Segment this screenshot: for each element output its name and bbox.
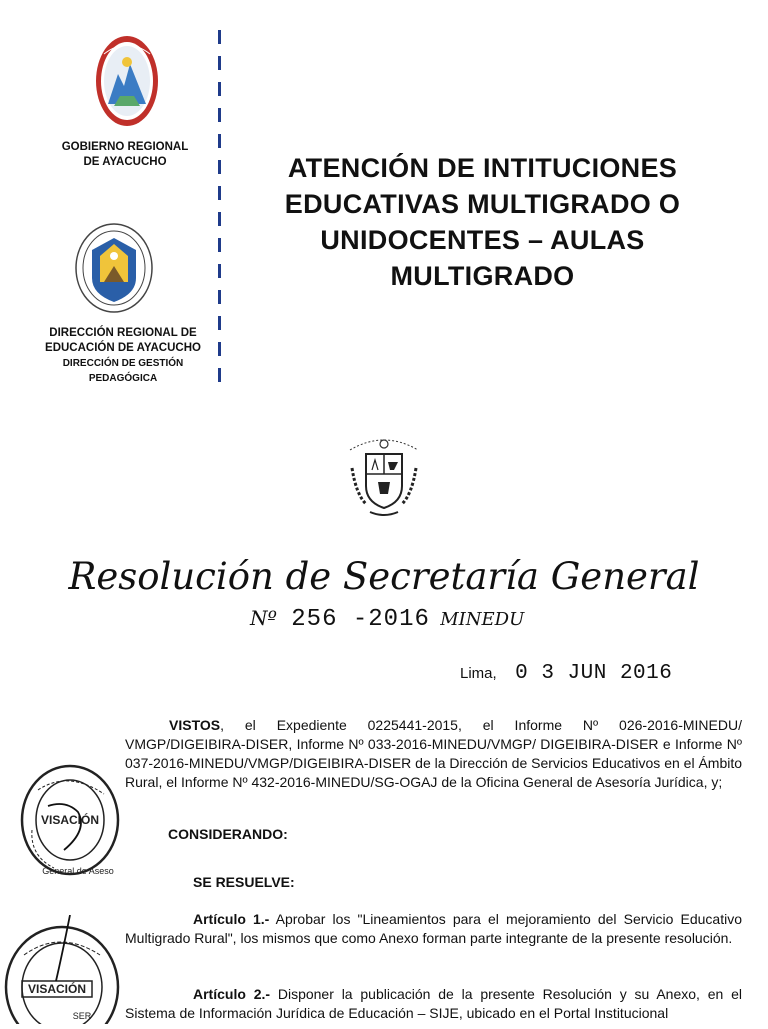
number-prefix: Nº bbox=[250, 606, 277, 630]
place-date bbox=[460, 662, 672, 685]
article-1 bbox=[125, 910, 742, 948]
vistos-paragraph bbox=[125, 716, 742, 792]
gobierno-line1: GOBIERNO REGIONAL bbox=[61, 141, 189, 153]
direccion-regional-name bbox=[28, 326, 218, 386]
direccion-regional-seal-icon bbox=[74, 222, 154, 314]
number-institution: MINEDU bbox=[440, 609, 525, 630]
article-2 bbox=[125, 985, 742, 1023]
article-1-text: Aprobar los "Lineamientos para el mejoramiento del Servicio Educativo Multigrado Rural", los mismos que como Anexo forman parte integrante de la presente resolución. bbox=[125, 911, 742, 946]
header-divider bbox=[218, 30, 221, 390]
main-title bbox=[230, 150, 735, 294]
visacion-stamp-1 bbox=[18, 760, 122, 885]
stamp-2-center: VISACIÓN bbox=[27, 982, 87, 996]
article-2-text: Disponer la publicación de la presente Resolución y su Anexo, en el Sistema de Información Jurídica de Educación – SIJE, ubicado en el Portal Institucional bbox=[125, 986, 742, 1021]
gobierno-regional-seal-icon bbox=[94, 34, 160, 128]
peru-coat-of-arms bbox=[342, 428, 426, 525]
title-line2: EDUCATIVAS MULTIGRADO O bbox=[284, 189, 681, 219]
considerando-heading: CONSIDERANDO: bbox=[168, 826, 288, 842]
resolution-number bbox=[250, 606, 524, 633]
article-1-lead: Artículo 1.- bbox=[193, 911, 270, 927]
direccion-regional-logo bbox=[74, 222, 154, 319]
vistos-lead: VISTOS bbox=[169, 717, 221, 733]
se-resuelve-heading: SE RESUELVE: bbox=[193, 874, 295, 890]
stamp-2-icon bbox=[0, 915, 120, 1024]
city: Lima, bbox=[460, 665, 497, 682]
gobierno-regional-logo bbox=[94, 34, 160, 133]
stamp-1-icon bbox=[18, 760, 122, 880]
direccion-line3: DIRECCIÓN DE GESTIÓN PEDAGÓGICA bbox=[62, 358, 184, 384]
gobierno-line2: DE AYACUCHO bbox=[83, 156, 167, 168]
date: 0 3 JUN 2016 bbox=[515, 662, 673, 685]
coat-of-arms-icon bbox=[342, 428, 426, 520]
stamp-1-bottom: General de Aseso bbox=[42, 866, 114, 876]
direccion-line1: DIRECCIÓN REGIONAL DE bbox=[49, 327, 197, 339]
article-2-lead: Artículo 2.- bbox=[193, 986, 271, 1002]
title-line4: MULTIGRADO bbox=[390, 261, 575, 291]
gobierno-regional-name bbox=[40, 140, 210, 170]
number-value: 256 -2016 bbox=[291, 606, 430, 633]
stamp-1-center: VISACIÓN bbox=[40, 813, 100, 827]
visacion-stamp-2 bbox=[0, 915, 120, 1029]
vistos-text: , el Expediente 0225441-2015, el Informe Nº 026-2016-MINEDU/ VMGP/DIGEIBIRA-DISER, Informe Nº 033-2016-MINEDU/VMGP/ DIGEIBIRA-DISER e Informe Nº 037-2016-MINEDU/VMGP/DIGEIBIRA-DISER de la Dirección de Servicios Educativos en el Ámbito Rural, el Informe Nº 432-2016-MINEDU/SG-OGAJ de la Oficina General de Asesoría Jurídica, y; bbox=[125, 717, 743, 790]
title-line1: ATENCIÓN DE INTITUCIONES bbox=[287, 153, 678, 183]
direccion-line2: EDUCACIÓN DE AYACUCHO bbox=[45, 342, 201, 354]
stamp-2-bottom: SER bbox=[72, 1011, 92, 1021]
resolution-title: Resolución de Secretaría General bbox=[68, 555, 700, 598]
title-line3: UNIDOCENTES – AULAS bbox=[320, 225, 645, 255]
